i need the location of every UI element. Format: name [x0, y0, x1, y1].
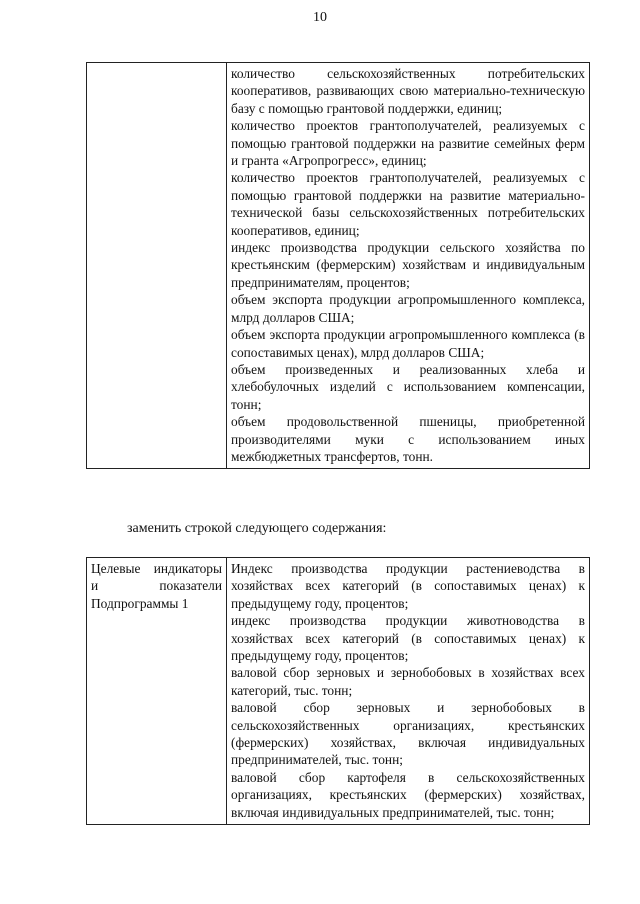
indicator-item: количество проектов грантополучателей, реализуемых с помощью грантовой поддержки на развитие материально-технической базы сельскохозяйственных потребительских кооперативов, единиц; [231, 170, 585, 238]
table-right-cell [227, 63, 590, 469]
table-row [87, 63, 590, 469]
indicator-item: объем продовольственной пшеницы, приобретенной производителями муки с использованием иных межбюджетных трансфертов, тонн. [231, 414, 585, 464]
replacement-indicators-table [86, 557, 590, 825]
indicator-item: количество сельскохозяйственных потребительских кооперативов, развивающих свою материально-техническую базу с помощью грантовой поддержки, единиц; [231, 66, 585, 116]
indicator-item: объем экспорта продукции агропромышленного комплекса (в сопоставимых ценах), млрд долларов США; [231, 327, 585, 360]
indicator-item: валовой сбор зерновых и зернобобовых в сельскохозяйственных организациях, крестьянских (фермерских) хозяйствах, включая индивидуальных предпринимателей, тыс. тонн; [231, 700, 585, 768]
left-cell-text: Целевые индикаторы и показатели Подпрограммы 1 [91, 561, 222, 611]
replacement-instruction: заменить строкой следующего содержания: [127, 521, 387, 536]
indicator-item: Индекс производства продукции растениеводства в хозяйствах всех категорий (в сопоставимых ценах) к предыдущему году, процентов; [231, 561, 585, 611]
table-right-cell [227, 558, 590, 825]
indicator-item: валовой сбор картофеля в сельскохозяйственных организациях, крестьянских (фермерских) хозяйствах, включая индивидуальных предпринимателей, тыс. тонн; [231, 769, 585, 820]
indicator-item: количество проектов грантополучателей, реализуемых с помощью грантовой поддержки на развитие семейных ферм и гранта «Агропрогресс», единиц; [231, 118, 585, 169]
indicator-item: объем экспорта продукции агропромышленного комплекса, млрд долларов США; [231, 292, 585, 325]
table-left-cell [87, 558, 227, 825]
table-left-cell [87, 63, 227, 469]
indicator-item: валовой сбор зерновых и зернобобовых в хозяйствах всех категорий, тыс. тонн; [231, 665, 585, 698]
indicator-item: индекс производства продукции животноводства в хозяйствах всех категорий (в сопоставимых ценах) к предыдущему году, процентов; [231, 613, 585, 664]
page-number: 10 [313, 10, 327, 25]
indicator-item: объем произведенных и реализованных хлеба и хлебобулочных изделий с использованием компенсации, тонн; [231, 361, 585, 412]
indicator-item: индекс производства продукции сельского хозяйства по крестьянским (фермерским) хозяйствам и индивидуальным предпринимателям, процентов; [231, 240, 585, 290]
original-indicators-table [86, 62, 590, 469]
table-row [87, 558, 590, 825]
